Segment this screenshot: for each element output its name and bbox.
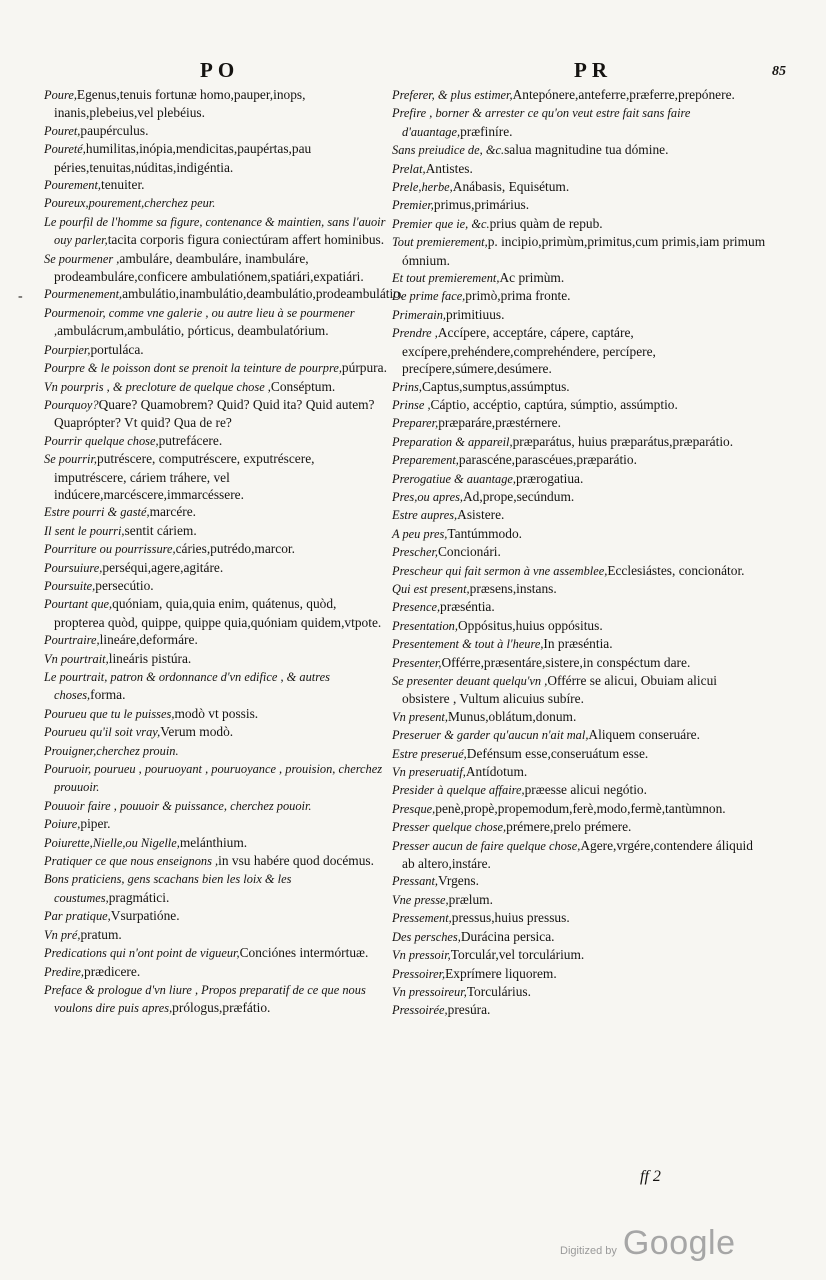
dictionary-entry xyxy=(392,617,766,635)
entry-headword: A peu pres, xyxy=(392,526,448,541)
entry-translation: prémere,prelo prémere. xyxy=(506,819,632,835)
entry-headword: Vn pressoir, xyxy=(392,948,451,963)
dictionary-entry xyxy=(44,396,390,432)
entry-translation: forma. xyxy=(90,687,126,703)
entry-translation: sentit cáriem. xyxy=(124,522,197,538)
dictionary-entry xyxy=(44,432,390,450)
dictionary-entry xyxy=(44,815,390,833)
entry-headword: Preparation & appareil, xyxy=(392,434,513,449)
entry-translation: ambuláre, deambuláre, inambuláre, prodeambuláre,conficere ambulatiónem,spatiári,expatiári. xyxy=(54,250,364,285)
entry-headword: Preparer, xyxy=(392,416,439,431)
entry-translation: Conciónes intermórtuæ. xyxy=(239,945,369,961)
dictionary-entry xyxy=(392,543,766,561)
entry-headword: Presser quelque chose, xyxy=(392,820,507,835)
entry-headword: Pressoirée, xyxy=(392,1003,448,1018)
entry-headword: Poureté, xyxy=(44,142,86,157)
dictionary-entry xyxy=(44,907,390,925)
dictionary-entry xyxy=(392,506,766,524)
entry-translation: Offérre,præsentáre,sistere,in conspéctum dare. xyxy=(441,654,691,670)
entry-headword: Pouuoir faire , pouuoir & puissance, cherchez pouoir. xyxy=(44,798,312,813)
entry-translation: præfiníre. xyxy=(460,123,513,139)
entry-headword: Prins, xyxy=(392,379,422,394)
page-number: 85 xyxy=(772,64,786,79)
entry-translation: humilitas,inópia,mendicitas,paupértas,pau péries,tenuitas,núditas,indigéntia. xyxy=(54,141,312,175)
entry-translation: primitiuus. xyxy=(446,306,505,322)
dictionary-entry xyxy=(44,522,390,540)
entry-headword: Vn pré, xyxy=(44,927,81,942)
dictionary-entry xyxy=(44,285,404,303)
entry-translation: putrefácere. xyxy=(158,432,223,448)
entry-headword: Predications qui n'ont point de vigueur, xyxy=(44,946,240,961)
entry-headword: Le pourfil de l'homme sa figure, contenance & maintien, sans l'auoir ouy parler, xyxy=(44,214,386,248)
entry-headword: Pressement, xyxy=(392,911,452,926)
entry-headword: Estre aupres, xyxy=(392,508,458,523)
entry-headword: Pratiquer ce que nous enseignons , xyxy=(44,854,219,869)
entry-headword: Poiure, xyxy=(44,817,81,832)
entry-translation: p. incipio,primùm,primitus,cum primis,iam primum ómnium. xyxy=(402,234,766,268)
entry-translation: Munus,oblátum,donum. xyxy=(447,708,577,724)
entry-headword: Pres,ou apres, xyxy=(392,489,464,504)
entry-headword: Pourmenement, xyxy=(44,287,123,302)
entry-headword: Premier, xyxy=(392,198,434,213)
entry-headword: Pourpier, xyxy=(44,342,91,357)
entry-translation: Ecclesiástes, concionátor. xyxy=(607,562,745,578)
entry-headword: Prerogatiue & auantage, xyxy=(392,471,517,486)
entry-translation: perséqui,agere,agitáre. xyxy=(102,559,224,575)
digitized-by-text: Digitized by xyxy=(560,1245,617,1257)
dictionary-entry xyxy=(392,306,766,324)
entry-translation: Antepónere,anteferre,præferre,prepónere. xyxy=(512,87,735,102)
entry-translation: penè,propè,propemodum,ferè,modo,fermè,tantùmnon. xyxy=(435,800,726,816)
entry-translation: præsens,instans. xyxy=(469,580,557,596)
dictionary-entry xyxy=(44,359,390,377)
dictionary-entry xyxy=(392,269,766,287)
dictionary-entry xyxy=(392,196,766,214)
entry-translation: ambulátio,inambulátio,deambulátio,prodeambulátio. xyxy=(122,286,404,302)
entry-translation: tacita corporis figura coniectúram affert hominibus. xyxy=(107,232,385,248)
dictionary-entry xyxy=(392,800,766,818)
entry-translation: præparátus, huius præparátus,præparátio. xyxy=(512,433,734,449)
entry-headword: Des persches, xyxy=(392,929,461,944)
entry-headword: Il sent le pourri, xyxy=(44,523,125,538)
entry-translation: púrpura. xyxy=(341,360,387,376)
entry-headword: Preface & prologue d'vn liure , Propos preparatif de ce que nous voulons dire puis apres, xyxy=(44,982,366,1016)
entry-headword: Le pourtrait, patron & ordonnance d'vn edifice , & autres choses, xyxy=(44,670,330,703)
dictionary-entry xyxy=(44,304,390,341)
entry-translation: Cáptio, accéptio, captúra, súmptio, assúmptio. xyxy=(430,396,678,412)
dictionary-entry xyxy=(44,668,390,705)
entry-headword: Poure, xyxy=(44,88,77,102)
dictionary-entry xyxy=(392,141,766,159)
dictionary-entry xyxy=(44,378,390,396)
dictionary-entry xyxy=(44,650,390,668)
entry-headword: Preparement, xyxy=(392,453,459,468)
entry-translation: melánthium. xyxy=(179,834,248,850)
entry-translation: In præséntia. xyxy=(543,636,613,652)
signature-mark: ff 2 xyxy=(640,1168,661,1185)
dictionary-entry xyxy=(392,215,766,233)
entry-translation: salua magnitudine tua dómine. xyxy=(504,142,669,158)
entry-translation: Torculár,vel torculárium. xyxy=(450,947,585,963)
entry-translation: tenuiter. xyxy=(101,177,145,193)
running-head-right: PR xyxy=(574,58,612,82)
entry-headword: Pourpre & le poisson dont se prenoit la teinture de pourpre, xyxy=(44,361,342,376)
entry-headword: Pourueu qu'il soit vray, xyxy=(44,725,161,740)
entry-headword: Sans preiudice de, &c. xyxy=(392,143,505,158)
dictionary-entry xyxy=(392,470,766,488)
entry-translation: Offérre se alicui, Obuiam alicui obsistere , Vultum alicuius subíre. xyxy=(402,673,717,707)
dictionary-entry xyxy=(392,909,766,927)
entry-translation: Anábasis, Equisétum. xyxy=(452,179,570,195)
entry-translation: quóniam, quia,quia enim, quátenus, quòd, propterea quòd, quippe, quippe quia,quóniam quidem,vtpote. xyxy=(54,596,382,630)
entry-translation: lineáris pistúra. xyxy=(108,650,192,666)
entry-translation: Defénsum esse,conseruátum esse. xyxy=(466,745,649,761)
entry-translation: parascéne,parascéues,præparátio. xyxy=(458,452,637,468)
dictionary-entry xyxy=(44,140,390,176)
dictionary-entry xyxy=(44,944,390,962)
entry-translation: primus,primárius. xyxy=(433,197,530,213)
dictionary-entry xyxy=(44,870,390,907)
dictionary-entry xyxy=(44,577,390,595)
entry-translation: Vrgens. xyxy=(438,873,479,889)
entry-headword: Prouigner,cherchez prouin. xyxy=(44,743,179,758)
dictionary-entry xyxy=(392,983,766,1001)
entry-headword: Poiurette,Nielle,ou Nigelle, xyxy=(44,835,180,850)
entry-headword: Pouruoir, pourueu , pouruoyant , pouruoyance , prouision, cherchez prouuoir. xyxy=(44,762,383,795)
entry-translation: præséntia. xyxy=(440,599,495,615)
entry-headword: Pressant, xyxy=(392,874,439,889)
entry-headword: Vn pourtrait, xyxy=(44,651,109,666)
dictionary-entry xyxy=(44,194,390,212)
entry-translation: prius quàm de repub. xyxy=(489,215,603,231)
dictionary-entry xyxy=(392,928,766,946)
dictionary-entry xyxy=(392,580,766,598)
dictionary-entry xyxy=(392,818,766,836)
dictionary-entry xyxy=(44,926,390,944)
dictionary-entry xyxy=(44,834,390,852)
entry-headword: Prinse , xyxy=(392,397,431,412)
dictionary-entry xyxy=(392,451,766,469)
dictionary-entry xyxy=(392,1001,766,1019)
dictionary-entry xyxy=(44,742,390,760)
entry-translation: Exprímere liquorem. xyxy=(445,965,557,981)
entry-headword: Presence, xyxy=(392,600,441,615)
entry-headword: Et tout premierement, xyxy=(392,271,500,286)
entry-headword: Presenter, xyxy=(392,655,442,670)
dictionary-entry xyxy=(44,503,390,521)
entry-translation: portuláca. xyxy=(90,341,144,357)
entry-translation: Vsurpatióne. xyxy=(110,908,180,924)
dictionary-entry xyxy=(392,654,766,672)
dictionary-entry xyxy=(44,760,390,797)
entry-translation: Verum modò. xyxy=(160,724,234,740)
entry-translation: Captus,sumptus,assúmptus. xyxy=(421,378,570,394)
entry-translation: præesse alicui negótio. xyxy=(524,782,647,798)
entry-translation: presúra. xyxy=(447,1002,491,1018)
entry-translation: prærogatiua. xyxy=(516,470,584,486)
entry-headword: Pouret, xyxy=(44,123,81,138)
entry-headword: Par pratique, xyxy=(44,909,111,924)
entry-headword: Vn preseruatif, xyxy=(392,765,466,780)
entry-translation: cáries,putrédo,marcor. xyxy=(175,541,295,557)
entry-headword: Pressoirer, xyxy=(392,966,446,981)
margin-mark: - xyxy=(18,289,23,304)
entry-headword: Preseruer & garder qu'aucun n'ait mal, xyxy=(392,728,589,743)
entry-headword: Premier que ie, &c. xyxy=(392,216,490,231)
dictionary-entry xyxy=(392,414,766,432)
dictionary-entry xyxy=(392,781,766,799)
entry-headword: Vn present, xyxy=(392,709,448,724)
entry-headword: Poureux,pourement,cherchez peur. xyxy=(44,196,216,211)
entry-translation: Asistere. xyxy=(457,507,505,523)
entry-headword: Prendre , xyxy=(392,326,438,341)
entry-headword: Pourement, xyxy=(44,178,102,193)
entry-translation: Antistes. xyxy=(425,160,473,176)
dictionary-entry xyxy=(44,122,390,140)
entry-headword: Preferer, & plus estimer, xyxy=(392,88,513,102)
dictionary-entry xyxy=(392,635,766,653)
entry-headword: Primerain, xyxy=(392,307,447,322)
dictionary-entry xyxy=(392,562,766,580)
entry-headword: Prescher, xyxy=(392,545,438,560)
entry-headword: Prelat, xyxy=(392,161,426,176)
entry-translation: præparáre,præstérnere. xyxy=(438,415,561,431)
entry-translation: in vsu habére quod docémus. xyxy=(218,853,374,869)
dictionary-entry xyxy=(392,104,766,141)
entry-headword: Prele,herbe, xyxy=(392,180,453,195)
entry-translation: paupérculus. xyxy=(80,122,149,138)
dictionary-entry xyxy=(44,723,390,741)
dictionary-entry xyxy=(44,559,390,577)
dictionary-entry xyxy=(44,797,390,815)
entry-translation: primò,prima fronte. xyxy=(465,288,571,304)
entry-headword: Vne presse, xyxy=(392,892,449,907)
entry-translation: Aliquem conseruáre. xyxy=(588,727,700,743)
dictionary-entry xyxy=(392,708,766,726)
entry-headword: Pourrir quelque chose, xyxy=(44,433,159,448)
entry-translation: marcére. xyxy=(149,504,197,520)
entry-headword: De prime face, xyxy=(392,289,466,304)
dictionary-entry xyxy=(392,891,766,909)
entry-translation: Concionári. xyxy=(438,544,501,560)
entry-headword: Se pourmener , xyxy=(44,251,120,266)
dictionary-entry xyxy=(44,86,390,122)
dictionary-entry xyxy=(44,176,390,194)
dictionary-entry xyxy=(392,525,766,543)
entry-translation: Durácina persica. xyxy=(460,928,555,944)
entry-headword: Se pourrir, xyxy=(44,452,98,467)
entry-translation: Torculárius. xyxy=(466,983,531,999)
dictionary-entry xyxy=(392,837,766,873)
dictionary-entry xyxy=(392,86,766,104)
entry-headword: Pourriture ou pourrissure, xyxy=(44,542,176,557)
entry-translation: Tantúmmodo. xyxy=(447,525,522,541)
entry-headword: Presque, xyxy=(392,801,436,816)
running-head-left: PO xyxy=(200,58,240,82)
entry-translation: prædicere. xyxy=(84,963,141,979)
entry-translation: Antídotum. xyxy=(465,764,528,780)
dictionary-entry xyxy=(392,672,766,708)
dictionary-entry xyxy=(392,745,766,763)
dictionary-entry xyxy=(44,213,390,250)
entry-headword: Poursuiure, xyxy=(44,560,103,575)
entry-headword: Presentement & tout à l'heure, xyxy=(392,637,544,652)
dictionary-entry xyxy=(392,433,766,451)
dictionary-entry xyxy=(392,160,766,178)
entry-headword: Presentation, xyxy=(392,618,458,633)
dictionary-entry xyxy=(392,965,766,983)
entry-translation: lineáre,deformáre. xyxy=(99,632,198,648)
entry-headword: Poursuite, xyxy=(44,578,96,593)
entry-headword: Vn pressoireur, xyxy=(392,984,467,999)
dictionary-entry xyxy=(392,488,766,506)
dictionary-entry xyxy=(392,726,766,744)
dictionary-entry xyxy=(392,872,766,890)
entry-headword: Pourtant que, xyxy=(44,597,113,612)
dictionary-entry xyxy=(392,598,766,616)
dictionary-entry xyxy=(44,705,390,723)
entry-headword: Estre pourri & gasté, xyxy=(44,505,150,520)
entry-translation: Ac primùm. xyxy=(499,270,565,286)
dictionary-entry xyxy=(392,378,766,396)
left-column xyxy=(44,86,404,1018)
dictionary-entry xyxy=(44,852,390,870)
entry-translation: Conséptum. xyxy=(270,378,336,394)
entry-headword: Pourtraire, xyxy=(44,633,100,648)
entry-translation: Agere,vrgére,contendere áliquid ab altero,instáre. xyxy=(402,837,753,872)
entry-headword: Prescheur qui fait sermon à vne assemblee, xyxy=(392,563,608,578)
dictionary-entry xyxy=(44,540,390,558)
entry-translation: putréscere, computréscere, exputréscere, imputréscere, cáriem tráhere, vel indúcere,marcéscere,immarcéssere. xyxy=(54,451,315,502)
dictionary-entry xyxy=(392,178,766,196)
entry-translation: prælum. xyxy=(448,891,493,907)
dictionary-entry xyxy=(44,981,390,1018)
entry-translation: modò vt possis. xyxy=(174,705,259,721)
entry-headword: Pourquoy? xyxy=(44,397,99,412)
entry-headword: Presser aucun de faire quelque chose, xyxy=(392,838,581,853)
entry-translation: Ad,prope,secúndum. xyxy=(463,488,575,504)
entry-headword: Predire, xyxy=(44,964,85,979)
dictionary-entry xyxy=(44,963,390,981)
entry-headword: Pourueu que tu le puisses, xyxy=(44,706,175,721)
entry-headword: Tout premierement, xyxy=(392,235,488,250)
entry-translation: piper. xyxy=(80,816,111,832)
dictionary-entry xyxy=(392,946,766,964)
entry-translation: persecútio. xyxy=(95,577,154,593)
entry-translation: pratum. xyxy=(80,926,122,942)
entry-headword: Pourmenoir, comme vne galerie , ou autre lieu à se pourmener , xyxy=(44,305,355,339)
digitized-watermark xyxy=(560,1224,736,1263)
entry-headword: Bons praticiens, gens scachans bien les loix & les coustumes, xyxy=(44,872,292,905)
dictionary-entry xyxy=(44,450,390,503)
entry-headword: Prefire , borner & arrester ce qu'on veut estre fait sans faire d'auantage, xyxy=(392,106,691,139)
entry-headword: Presider à quelque affaire, xyxy=(392,783,525,798)
dictionary-entry xyxy=(44,341,390,359)
entry-translation: Oppósitus,huius oppósitus. xyxy=(457,617,603,633)
entry-headword: Qui est present, xyxy=(392,581,470,596)
dictionary-entry xyxy=(392,233,766,269)
dictionary-entry xyxy=(392,287,766,305)
dictionary-entry xyxy=(44,631,390,649)
entry-translation: prólogus,præfátio. xyxy=(172,1000,271,1016)
google-logo: Google xyxy=(622,1224,736,1262)
entry-translation: pressus,huius pressus. xyxy=(451,910,570,926)
dictionary-entry xyxy=(392,396,766,414)
entry-translation: Egenus,tenuis fortunæ homo,pauper,inops, inanis,plebeius,vel plebéius. xyxy=(54,87,306,121)
right-column xyxy=(392,86,766,1020)
dictionary-entry xyxy=(392,763,766,781)
entry-translation: ambulácrum,ambulátio, pórticus, deambulatórium. xyxy=(57,323,329,339)
dictionary-entry xyxy=(44,250,390,286)
entry-translation: pragmátici. xyxy=(108,889,170,905)
entry-headword: Estre preserué, xyxy=(392,746,467,761)
entry-headword: Se presenter deuant quelqu'vn , xyxy=(392,674,548,688)
dictionary-entry xyxy=(44,595,390,631)
entry-headword: Vn pourpris , & precloture de quelque chose , xyxy=(44,379,271,394)
dictionary-entry xyxy=(392,324,766,377)
entry-translation: Accípere, acceptáre, cápere, captáre, excípere,prehéndere,comprehéndere, percípere, precípere,súmere,desúmere. xyxy=(402,325,656,377)
entry-translation: Quare? Quamobrem? Quid? Quid ita? Quid autem? Quaprópter? Vt quid? Qua de re? xyxy=(54,396,375,431)
